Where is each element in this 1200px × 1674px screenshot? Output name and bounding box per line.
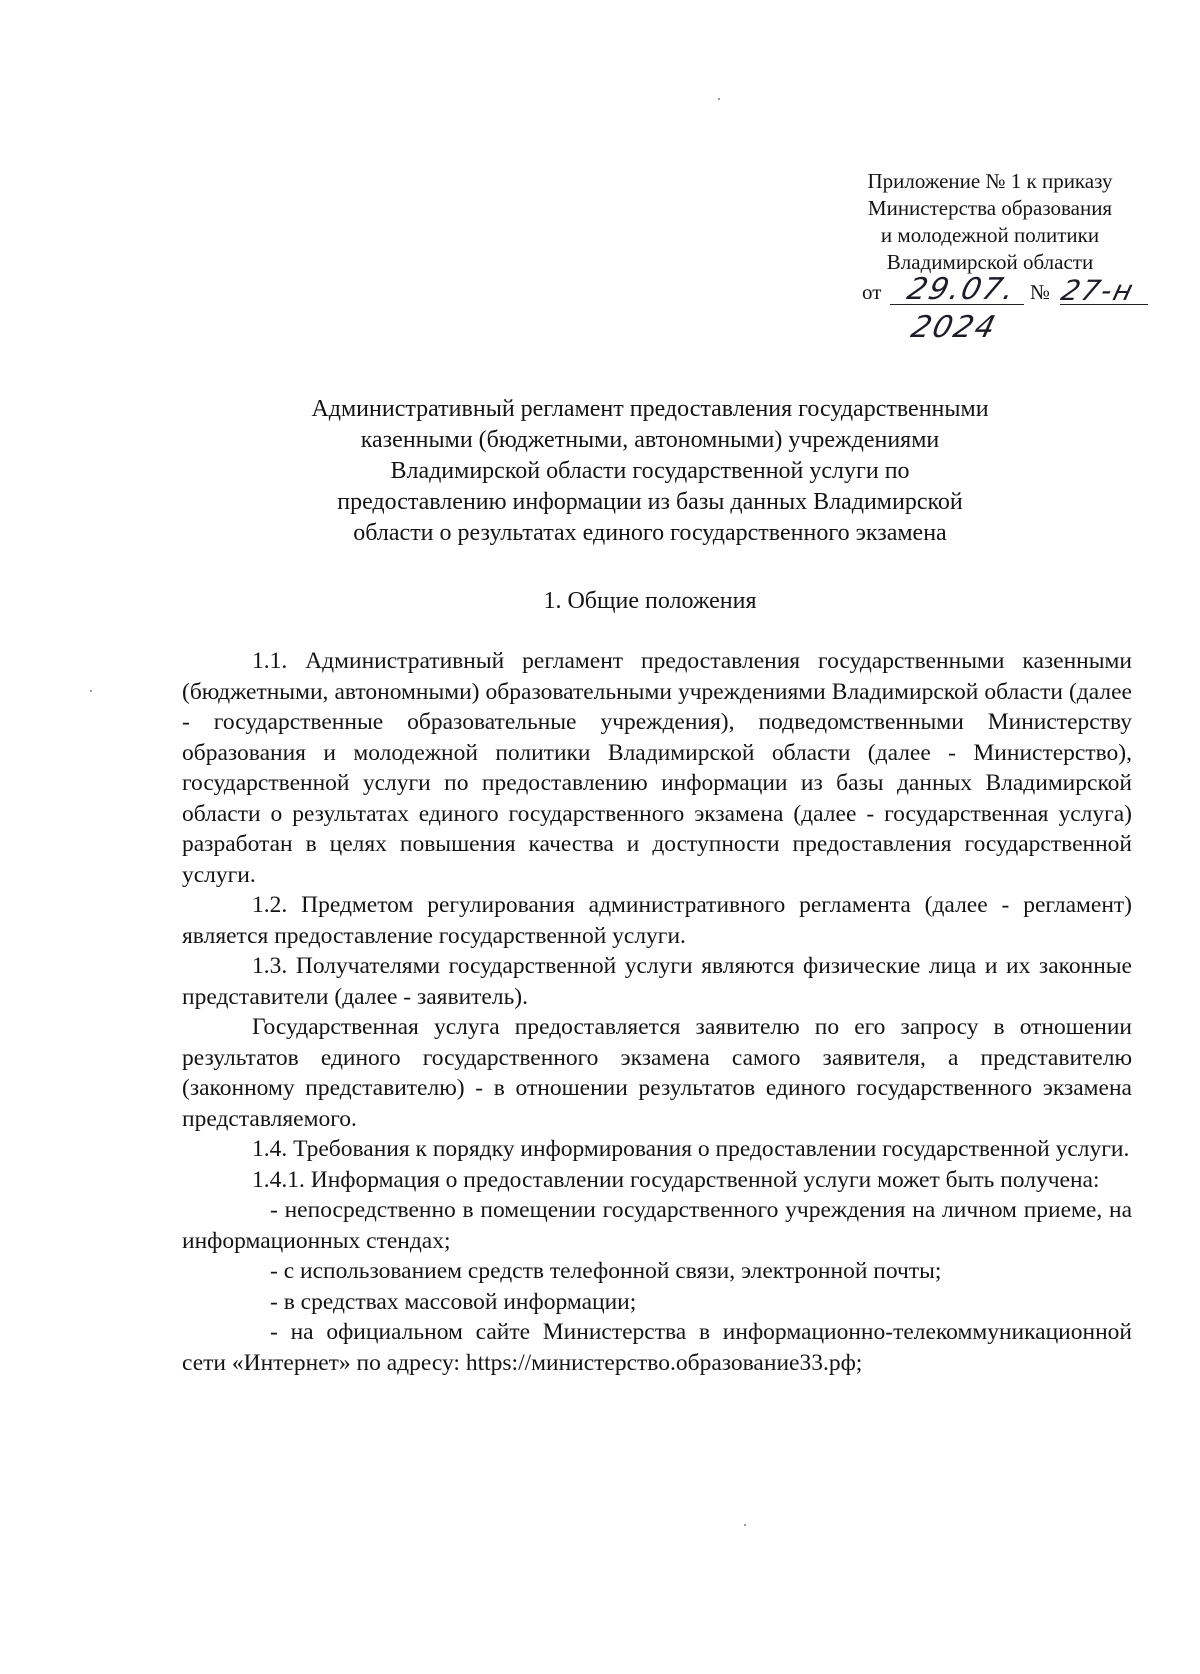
title-line-5: области о результатах единого государственного экзамена (353, 520, 947, 546)
paragraph-1-2: 1.2. Предметом регулирования административного регламента (далее - регламент) является предоставление государственной услуги. (182, 892, 1132, 949)
paragraph-1-3: 1.3. Получателями государственной услуги являются физические лица и их законные представители (далее - заявитель). (182, 953, 1132, 1010)
appendix-line-1: Приложение № 1 к приказу (867, 169, 1113, 193)
document-title (220, 394, 1080, 549)
paragraph-1-1: 1.1. Административный регламент предоставления государственными казенными (бюджетными, автономными) образовательными учреждениями Владимирской области (далее - государственные образовательные учреждения), подведомственными Министерству образования и молодежной политики Владимирской области (далее - Министерство), государственной услуги по предоставлению информации из базы данных Владимирской области о результатах единого государственного экзамена (далее - государственная услуга) разработан в целях повышения качества и доступности предоставления государственной услуги. (182, 648, 1132, 888)
title-line-2: казенными (бюджетными, автономными) учреждениями (360, 427, 940, 453)
title-line-3: Владимирской области государственной услуги по (390, 458, 910, 484)
handwritten-date: 29.07. (903, 272, 1020, 307)
list-item-in-person: - непосредственно в помещении государственного учреждения на личном приеме, на информационных стендах; (182, 1197, 1132, 1254)
list-item-official-site: - на официальном сайте Министерства в информационно-телекоммуникационной сети «Интернет» по адресу: https://министерство.образование33.рф; (182, 1319, 1132, 1376)
appendix-line-2: Министерства образования (867, 196, 1113, 220)
paragraph-1-4: 1.4. Требования к порядку информирования о предоставлении государственной услуги. (252, 1136, 1130, 1162)
from-label: от (862, 280, 882, 304)
paragraph-1-4-1: 1.4.1. Информация о предоставлении государственной услуги может быть получена: (252, 1166, 1100, 1193)
title-line-4: предоставлению информации из базы данных Владимирской (337, 489, 963, 515)
handwritten-number: 27-н (1057, 274, 1139, 307)
section-heading: 1. Общие положения (543, 588, 757, 614)
paragraph-service-provision: Государственная услуга предоставляется заявителю по его запросу в отношении результатов единого государственного экзамена самого заявителя, а представителю (законному представителю) - в отношении результатов единого государственного экзамена представляемого. (182, 1014, 1132, 1132)
scan-speck (718, 98, 720, 100)
appendix-line-3: и молодежной политики (880, 223, 1100, 247)
appendix-line-4: Владимирской области (886, 250, 1094, 274)
appendix-reference (840, 168, 1140, 276)
handwritten-year: 2024 (907, 310, 1001, 345)
list-item-phone-email: - с использованием средств телефонной связи, электронной почты; (270, 1258, 942, 1284)
scan-speck (744, 1524, 746, 1526)
document-body (182, 646, 1132, 1378)
number-label: № (1030, 280, 1051, 304)
list-item-mass-media: - в средствах массовой информации; (270, 1288, 637, 1315)
order-date-number-line (862, 272, 1162, 332)
scan-speck (90, 690, 92, 692)
title-line-1: Административный регламент предоставления государственными (311, 396, 989, 422)
